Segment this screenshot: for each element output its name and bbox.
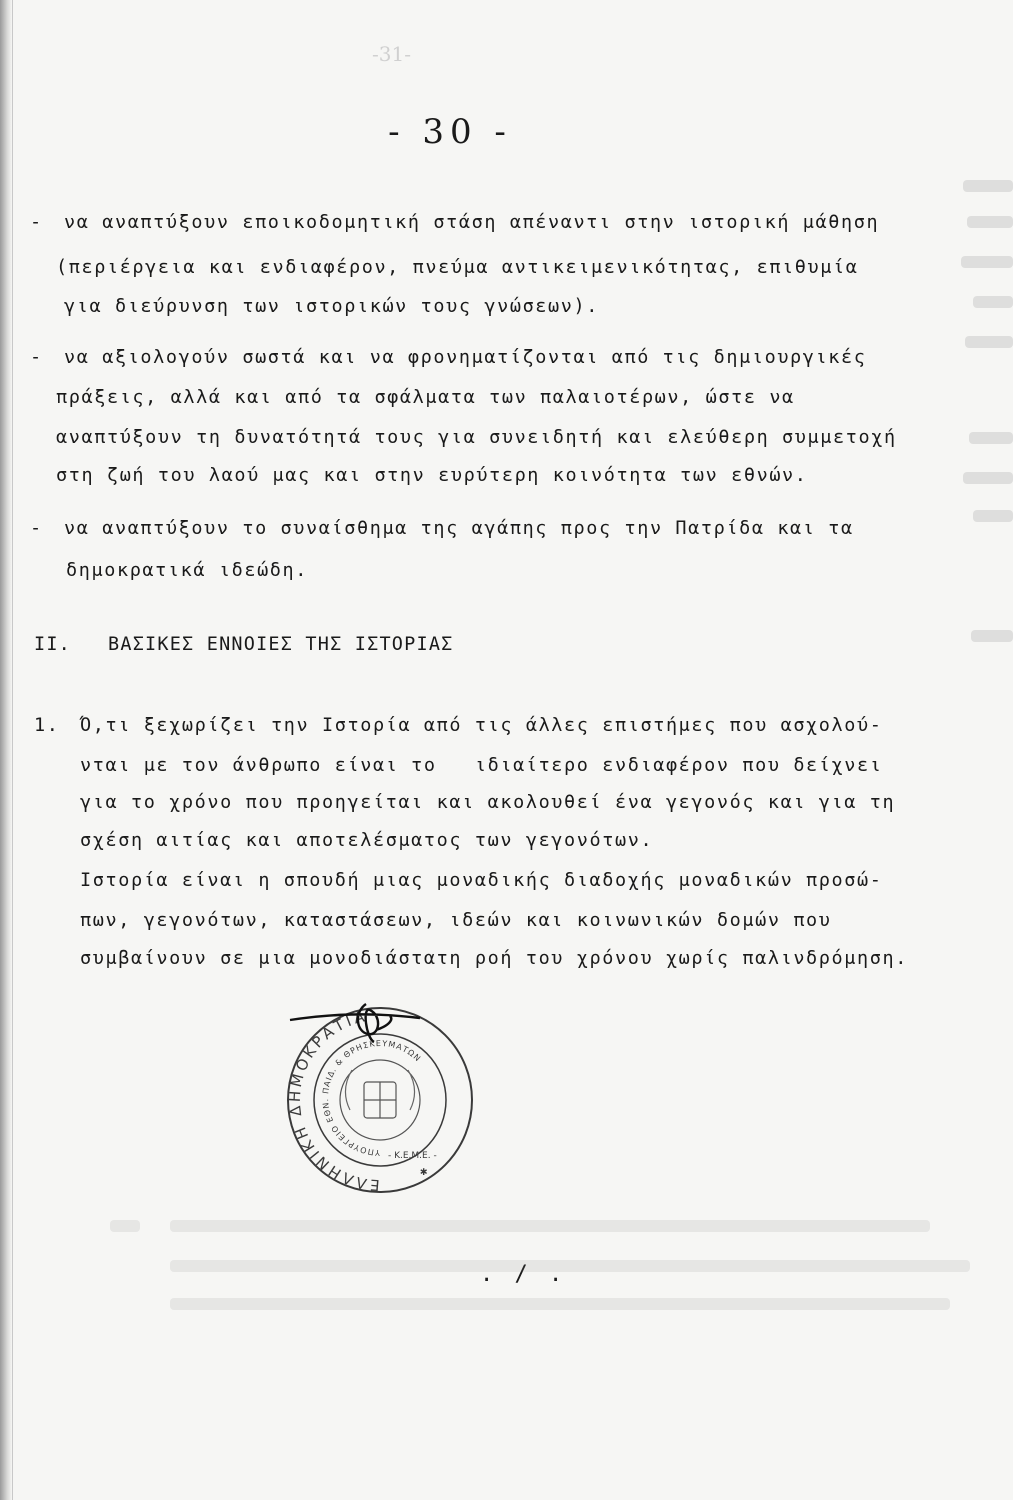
bullet-1-line-1: να αναπτύξουν εποικοδομητική στάση απέναντι στην ιστορική μάθηση: [64, 212, 880, 233]
scan-binding-edge: [0, 0, 12, 1500]
item-line-6: πων, γεγονότων, καταστάσεων, ιδεών και κοινωνικών δομών που: [80, 910, 832, 931]
bullet-2-line-3: αναπτύξουν τη δυνατότητά τους για συνειδητή και ελεύθερη συμμετοχή: [56, 427, 897, 448]
item-line-2: νται με τον άνθρωπο είναι το ιδιαίτερο ενδιαφέρον που δείχνει: [80, 755, 883, 776]
bullet-1-line-2: (περιέργεια και ενδιαφέρον, πνεύμα αντικειμενικότητας, επιθυμία: [56, 257, 859, 278]
stamp-bottom-text: - Κ.Ε.Μ.Ε. -: [388, 1151, 437, 1161]
bullet-3-line-2: δημοκρατικά ιδεώδη.: [66, 560, 309, 581]
item-line-5: Ιστορία είναι η σπουδή μιας μοναδικής διαδοχής μοναδικών προσώ-: [80, 870, 883, 891]
item-line-4: σχέση αιτίας και αποτελέσματος των γεγονότων.: [80, 830, 654, 851]
official-stamp-seal: [270, 990, 490, 1200]
page-number: - 30 -: [388, 112, 512, 152]
scan-edge-line: [12, 0, 13, 1500]
item-line-7: συμβαίνουν σε μια μονοδιάστατη ροή του χρόνου χωρίς παλινδρόμηση.: [80, 948, 908, 969]
bullet-2-line-4: στη ζωή του λαού μας και στην ευρύτερη κοινότητα των εθνών.: [56, 465, 808, 486]
item-number: 1.: [34, 715, 60, 736]
bullet-2-line-2: πράξεις, αλλά και από τα σφάλματα των παλαιοτέρων, ώστε να: [56, 387, 795, 408]
stamp-outer-text: ΕΛΛΗΝΙΚΗ ΔΗΜΟΚΡΑΤΙΑ: [285, 1006, 381, 1195]
bullet-2-line-1: να αξιολογούν σωστά και να φρονηματίζονται από τις δημιουργικές: [64, 347, 867, 368]
bleed-through-page-mark: -31-: [372, 42, 411, 66]
item-line-3: για το χρόνο που προηγείται και ακολουθεί ένα γεγονός και για τη: [80, 792, 896, 813]
bleed-through-bottom: [110, 1210, 980, 1330]
bullet-1-line-3: για διεύρυνση των ιστορικών τους γνώσεων).: [64, 296, 599, 317]
stamp-inner-text: ΥΠΟΥΡΓΕΙΟ ΕΘΝ. ΠΑΙΔ. & ΘΡΗΣΚΕΥΜΑΤΩΝ: [321, 1038, 423, 1158]
item-line-1: Ό,τι ξεχωρίζει την Ιστορία από τις άλλες επιστήμες που ασχολού-: [80, 715, 883, 736]
bullet-dash: -: [30, 347, 42, 368]
bullet-3-line-1: να αναπτύξουν το συναίσθημα της αγάπης προς την Πατρίδα και τα: [64, 518, 854, 539]
bullet-dash: -: [30, 518, 42, 539]
section-heading: II. ΒΑΣΙΚΕΣ ΕΝΝΟΙΕΣ ΤΗΣ ΙΣΤΟΡΙΑΣ: [34, 634, 454, 655]
bullet-dash: -: [30, 212, 42, 233]
continuation-mark: . / .: [480, 1262, 567, 1287]
stamp-star-icon: ✱: [420, 1164, 428, 1178]
bleed-through-right: [953, 170, 1013, 1070]
